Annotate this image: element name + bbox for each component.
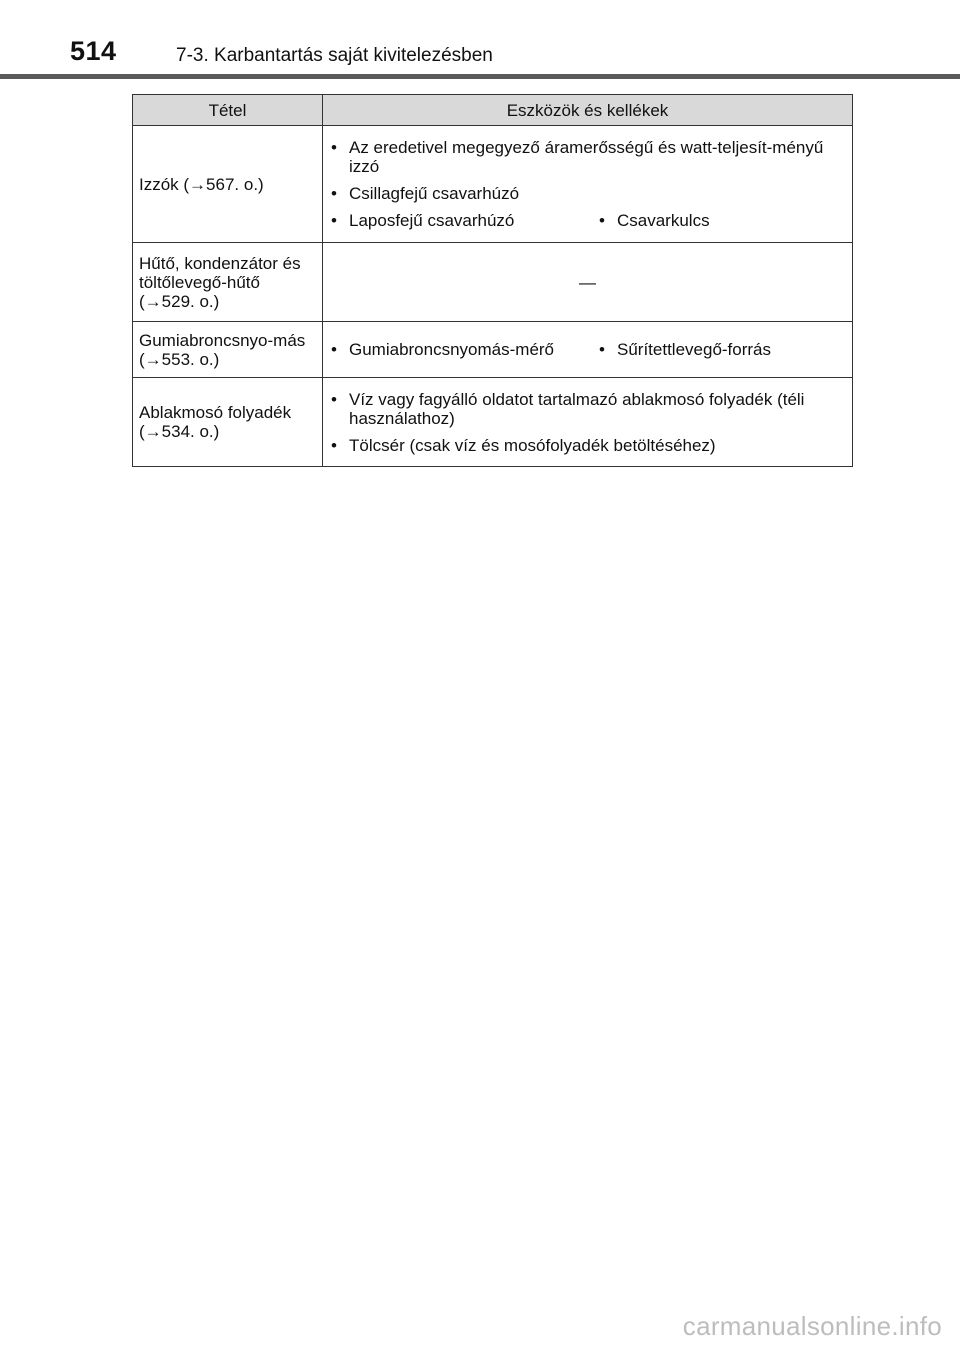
list-item-text: Gumiabroncsnyomás-mérő [349,340,555,359]
list-item-text: Tölcsér (csak víz és mosófolyadék betöltéséhez) [349,435,716,455]
bullet: • [331,340,337,359]
list-item-text: Csavarkulcs [617,211,710,230]
bullet: • [331,184,337,203]
table-row [133,126,853,243]
list-item-text: Sűrítettlevegő-forrás [617,340,772,359]
empty-dash: — [579,272,596,292]
list-item-text: Csillagfejű csavarhúzó [349,184,520,203]
list-item-text: Víz vagy fagyálló oldatot tartalmazó ablakmosó folyadék (téli használathoz) [349,389,805,428]
tools-cell [323,126,853,243]
tools-cell [323,378,853,467]
bullet: • [599,340,605,359]
item-cell [133,322,323,378]
list-item [331,436,844,455]
tools-table [132,94,853,467]
column-header-item: Tétel [133,95,323,126]
tools-cell [323,243,853,322]
page-number: 514 [70,36,117,66]
header-rule [0,74,960,79]
section-title: 7-3. Karbantartás saját kivitelezésben [176,45,493,66]
bullet: • [331,435,337,455]
list-item [331,184,844,203]
bullet: • [331,389,337,409]
item-cell [133,126,323,243]
item-label: Ablakmosó folyadék (→534. o.) [139,403,292,441]
item-label: Izzók (→567. o.) [139,174,264,194]
list-item [331,390,844,428]
tools-cell [323,322,853,378]
list-item-text: Az eredetivel megegyező áramerősségű és watt-teljesít-ményű izzó [349,138,824,176]
list-item-pair [331,211,844,230]
watermark: carmanualsonline.info [682,1311,942,1341]
table-row [133,322,853,378]
bullet: • [331,211,337,230]
table-row [133,378,853,467]
item-label: Hűtő, kondenzátor és töltőlevegő-hűtő (→529. o.) [139,253,301,311]
tools-list [331,390,844,455]
item-cell [133,243,323,322]
tools-list [331,138,844,230]
bullet: • [599,211,605,230]
item-cell [133,378,323,467]
column-header-tools: Eszközök és kellékek [323,95,853,126]
list-item-text: Laposfejű csavarhúzó [349,211,515,230]
table-row [133,243,853,322]
tools-list [331,340,844,359]
table-header-row [133,95,853,126]
bullet: • [331,138,337,157]
item-label: Gumiabroncsnyo-más (→553. o.) [139,330,306,369]
list-item [331,138,844,176]
